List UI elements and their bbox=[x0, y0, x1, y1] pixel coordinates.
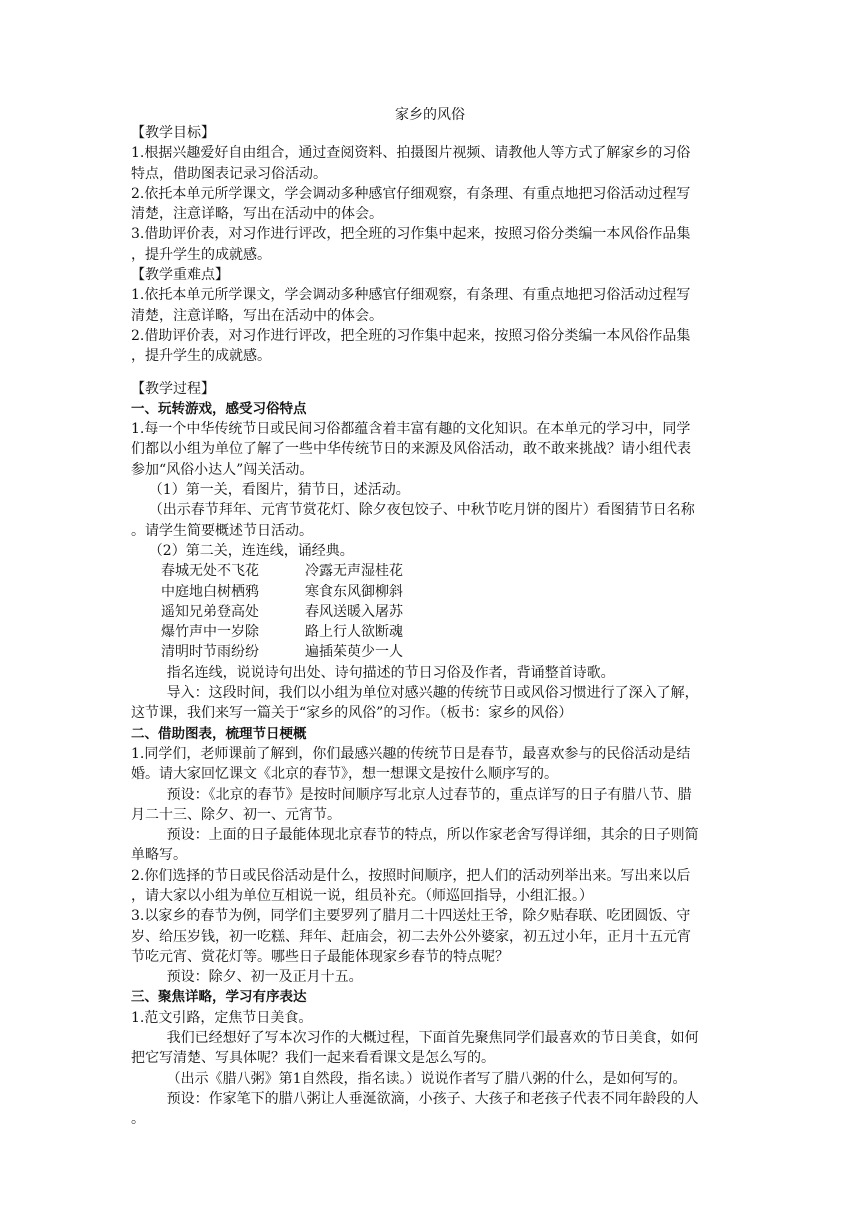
poem-row bbox=[131, 582, 732, 602]
section-heading-key-points: 【教学重难点】 bbox=[131, 267, 229, 284]
spacer bbox=[131, 367, 732, 379]
goal-line: 特点，借助图表记录习俗活动。 bbox=[131, 165, 327, 182]
paragraph-line: 把它写清楚、写具体呢？我们一起来看看课文是怎么写的。 bbox=[131, 1050, 495, 1067]
paragraph-line: 岁、给压岁钱，初一吃糕、拜年、赶庙会，初二去外公外婆家，初五过小年，正月十五元宵 bbox=[131, 928, 691, 945]
poem-right: 冷露无声湿桂花 bbox=[305, 563, 403, 580]
step-heading-3: 三、聚焦详略，学习有序表达 bbox=[131, 989, 307, 1006]
page-title: 家乡的风俗 bbox=[395, 107, 465, 123]
paragraph-line: 我们已经想好了写本次习作的大概过程，下面首先聚焦同学们最喜欢的节日美食，如何 bbox=[131, 1030, 699, 1047]
paragraph-line: 。请学生简要概述节日活动。 bbox=[131, 522, 313, 539]
poem-left: 清明时节雨纷纷 bbox=[161, 644, 259, 661]
poem-left: 春城无处不飞花 bbox=[161, 563, 259, 580]
paragraph-line: 节吃元宵、赏花灯等。哪些日子最能体现家乡春节的特点呢？ bbox=[131, 948, 509, 965]
paragraph-line: 1.每一个中华传统节日或民间习俗都蕴含着丰富有趣的文化知识。在本单元的学习中，同学 bbox=[131, 421, 691, 438]
poem-row bbox=[131, 622, 732, 642]
paragraph-line: （出示《腊八粥》第1自然段，指名读。）说说作者写了腊八粥的什么，是如何写的。 bbox=[131, 1070, 687, 1087]
key-line: ，提升学生的成就感。 bbox=[131, 348, 271, 365]
poem-left: 爆竹声中一岁除 bbox=[161, 624, 259, 641]
paragraph-line: 1.同学们，老师课前了解到，你们最感兴趣的传统节日是春节，最喜欢参与的民俗活动是结 bbox=[131, 745, 691, 762]
paragraph-line: 这节课，我们来写一篇关于“家乡的风俗”的习作。（板书：家乡的风俗） bbox=[131, 705, 573, 722]
poem-row bbox=[131, 602, 732, 622]
paragraph-line: （1）第一关，看图片，猜节日，述活动。 bbox=[131, 482, 410, 499]
poem-right: 寒食东风御柳斜 bbox=[305, 583, 403, 600]
paragraph-line: 预设：上面的日子最能体现北京春节的特点，所以作家老舍写得详细，其余的日子则简 bbox=[131, 827, 699, 844]
paragraph-line: 月二十三、除夕、初一、元宵节。 bbox=[131, 806, 341, 823]
step-heading-2: 二、借助图表，梳理节日梗概 bbox=[131, 725, 307, 742]
poem-row bbox=[131, 561, 732, 581]
paragraph-line: 3.以家乡的春节为例，同学们主要罗列了腊月二十四送灶王爷，除夕贴春联、吃团圆饭、守 bbox=[131, 908, 691, 925]
paragraph-line: （2）第二关，连连线，诵经典。 bbox=[131, 542, 354, 559]
goal-line: 清楚，注意详略，写出在活动中的体会。 bbox=[131, 206, 383, 223]
paragraph-line: ，请大家以小组为单位互相说一说，组员补充。（师巡回指导，小组汇报。） bbox=[131, 887, 593, 904]
section-heading-goals: 【教学目标】 bbox=[131, 125, 215, 141]
goal-line: ，提升学生的成就感。 bbox=[131, 246, 271, 263]
paragraph-line: （出示春节拜年、元宵节赏花灯、除夕夜包饺子、中秋节吃月饼的图片）看图猜节日名称 bbox=[131, 502, 695, 519]
goal-line: 3.借助评价表，对习作进行评改，把全班的习作集中起来，按照习俗分类编一本风俗作品集 bbox=[131, 226, 691, 243]
poem-left: 中庭地白树栖鸦 bbox=[161, 583, 259, 600]
poem-right: 路上行人欲断魂 bbox=[305, 624, 403, 641]
paragraph-line: 预设：作家笔下的腊八粥让人垂涎欲滴，小孩子、大孩子和老孩子代表不同年龄段的人 bbox=[131, 1090, 699, 1107]
paragraph-line: 预设：除夕、初一及正月十五。 bbox=[131, 969, 363, 986]
paragraph-line: 预设：《北京的春节》是按时间顺序写北京人过春节的，重点详写的日子有腊八节、腊 bbox=[131, 786, 692, 803]
poem-right: 春风送暖入屠苏 bbox=[305, 603, 403, 620]
poem-right: 遍插茱萸少一人 bbox=[305, 644, 403, 661]
paragraph-line: 导入：这段时间，我们以小组为单位对感兴趣的传统节日或风俗习惯进行了深入了解， bbox=[131, 685, 699, 702]
key-line: 1.依托本单元所学课文，学会调动多种感官仔细观察，有条理、有重点地把习俗活动过程写 bbox=[131, 287, 691, 304]
paragraph-line: 2.你们选择的节日或民俗活动是什么，按照时间顺序，把人们的活动列举出来。写出来以后 bbox=[131, 867, 691, 884]
section-heading-process: 【教学过程】 bbox=[131, 380, 215, 397]
document-body bbox=[131, 123, 732, 1130]
step-heading-1: 一、玩转游戏，感受习俗特点 bbox=[131, 400, 307, 417]
goal-line: 2.依托本单元所学课文，学会调动多种感官仔细观察，有条理、有重点地把习俗活动过程写 bbox=[131, 185, 691, 202]
key-line: 清楚，注意详略，写出在活动中的体会。 bbox=[131, 307, 383, 324]
poem-matching-table bbox=[131, 561, 732, 662]
poem-left: 遥知兄弟登高处 bbox=[161, 603, 259, 620]
paragraph-line: 。 bbox=[131, 1111, 145, 1128]
poem-row bbox=[131, 642, 732, 662]
key-line: 2.借助评价表，对习作进行评改，把全班的习作集中起来，按照习俗分类编一本风俗作品集 bbox=[131, 327, 691, 344]
paragraph-line: 1.范文引路，定焦节日美食。 bbox=[131, 1009, 313, 1026]
paragraph-line: 单略写。 bbox=[131, 847, 187, 864]
paragraph-line: 婚。请大家回忆课文《北京的春节》，想一想课文是按什么顺序写的。 bbox=[131, 766, 558, 783]
paragraph-line: 指名连线，说说诗句出处、诗句描述的节日习俗及作者，背诵整首诗歌。 bbox=[131, 664, 615, 681]
goal-line: 1.根据兴趣爱好自由组合，通过查阅资料、拍摄图片视频、请教他人等方式了解家乡的习俗 bbox=[131, 145, 691, 162]
paragraph-line: 参加“风俗小达人”闯关活动。 bbox=[131, 461, 314, 478]
paragraph-line: 们都以小组为单位了解了一些中华传统节日的来源及风俗活动，敢不敢来挑战？请小组代表 bbox=[131, 441, 691, 458]
key-points-list bbox=[131, 285, 732, 366]
goals-list bbox=[131, 143, 732, 265]
